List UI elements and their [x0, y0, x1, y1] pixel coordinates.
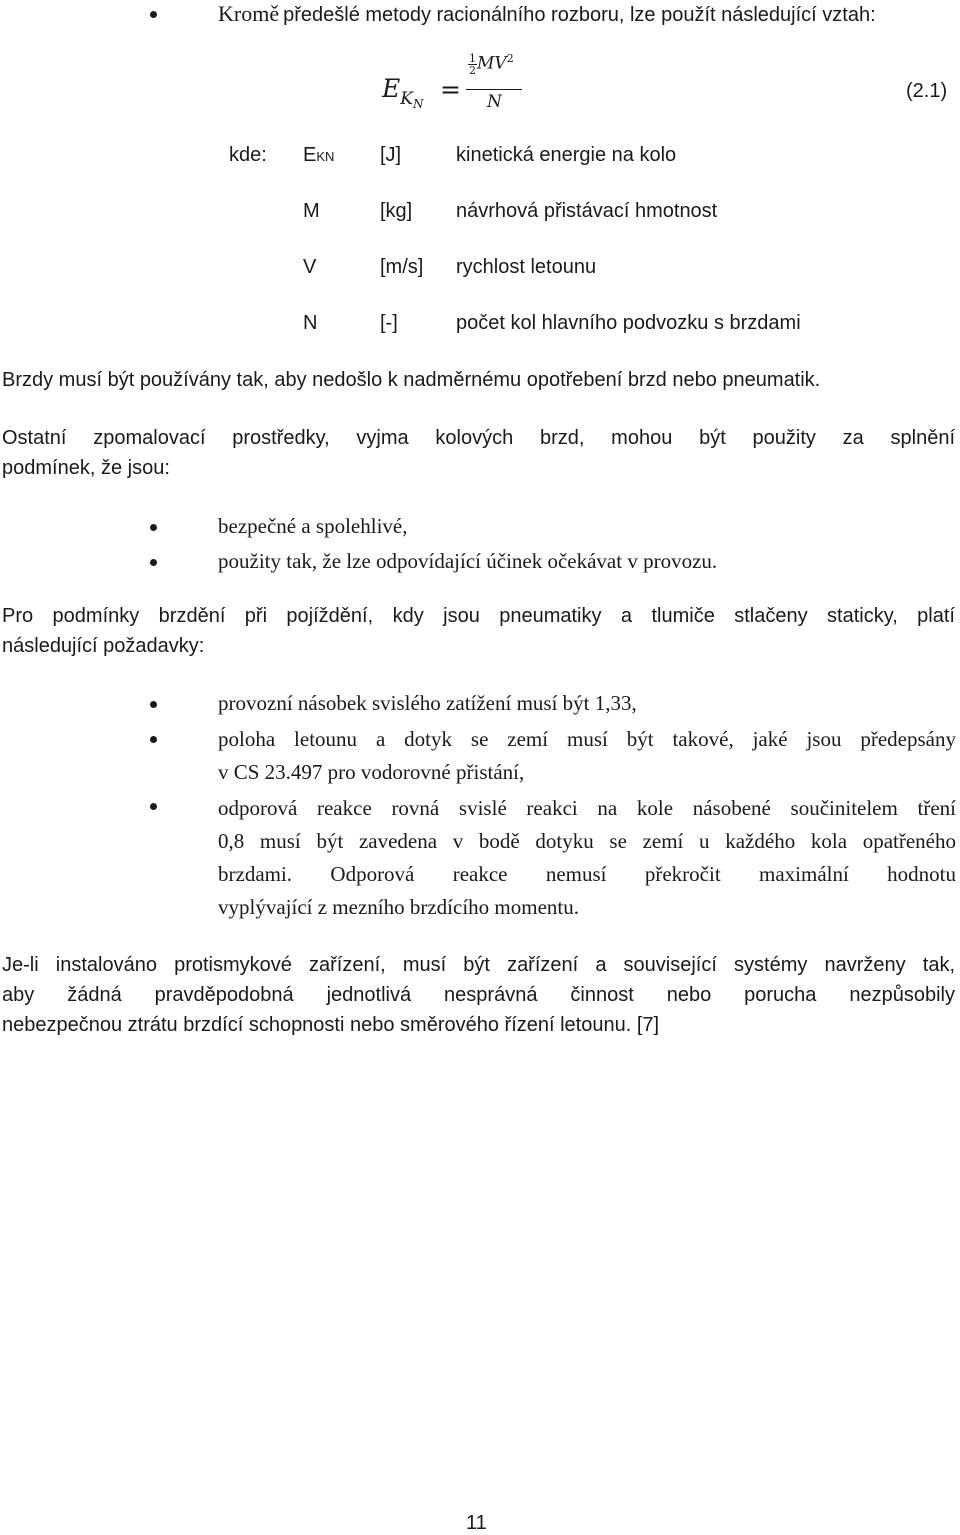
bullet-icon [150, 701, 157, 708]
legend-symbol: V [303, 256, 317, 278]
legend-description: návrhová přistávací hmotnost [456, 200, 718, 222]
equation-fraction-denominator: N [487, 92, 502, 112]
legend-kde-label: kde: [229, 144, 267, 166]
legend-description: kinetická energie na kolo [456, 144, 677, 166]
bullet-item: použity tak, že lze odpovídající účinek očekávat v provozu. [218, 549, 718, 573]
brakes-sentence: Brzdy musí být používány tak, aby nedošlo k nadměrnému opotřebení brzd nebo pneumatik. [2, 369, 821, 391]
bullet-icon [150, 559, 157, 566]
equation-lhs: $E_{KN}$ [382, 74, 424, 111]
paragraph-line: podmínek, že jsou: [2, 457, 170, 479]
intro-line [218, 0, 876, 31]
bullet-icon [150, 11, 157, 18]
bullet-icon [150, 803, 157, 810]
paragraph-line: následující požadavky: [2, 635, 205, 657]
equation-fraction-bar [466, 89, 522, 90]
legend-description: počet kol hlavního podvozku s brzdami [456, 312, 801, 334]
legend-unit: [kg] [380, 200, 413, 222]
legend-symbol: M [303, 200, 320, 222]
paragraph-line: aby žádná pravděpodobná jednotlivá nesprávná činnost nebo porucha nezpůsobily [2, 984, 955, 1006]
intro-text: předešlé metody racionálního rozboru, lze použít následující vztah: [283, 4, 876, 26]
paragraph-line: nebezpečnou ztrátu brzdící schopnosti nebo směrového řízení letounu. [7] [2, 1014, 660, 1036]
bullet-item: poloha letounu a dotyk se zemí musí být takové, jaké jsou předepsány v CS 23.497 pro vodorovné přistání, [218, 727, 956, 784]
paragraph-antiskid [2, 950, 955, 1040]
bullet-item: odporová reakce rovná svislé reakci na kole násobené součinitelem tření 0,8 musí být zavedena v bodě dotyku se zemí u každého kola opatřeného brzdami. Odporová reakce nemusí překročit maximální hodnotu vyplývající z mezního brzdícího momentu. [218, 796, 956, 919]
equation-number: (2.1) [906, 80, 948, 102]
paragraph-line: Pro podmínky brzdění při pojíždění, kdy jsou pneumatiky a tlumiče stlačeny staticky, platí [2, 605, 955, 627]
paragraph-conditions [2, 601, 955, 661]
paragraph-line: Je-li instalováno protismykové zařízení, musí být zařízení a související systémy navrženy tak, [2, 954, 955, 976]
paragraph-other-means [2, 423, 955, 483]
bullet-icon [150, 524, 157, 531]
page-number: 11 [466, 1512, 487, 1534]
equation-fraction-numerator: $\frac{1}{2}MV^2$ [469, 51, 514, 77]
legend-unit: [-] [380, 312, 398, 334]
bullet-item: bezpečné a spolehlivé, [218, 514, 408, 538]
legend-description: rychlost letounu [456, 256, 597, 278]
legend-unit: [J] [380, 144, 402, 166]
bullet-icon [150, 736, 157, 743]
legend-symbol: N [303, 312, 318, 334]
legend-unit: [m/s] [380, 256, 424, 278]
equation-equals: = [440, 75, 461, 104]
intro-lead-word: Kromě [218, 1, 280, 26]
legend-symbol: EKN [303, 144, 335, 166]
paragraph-line: Ostatní zpomalovací prostředky, vyjma kolových brzd, mohou být použity za splnění [2, 427, 955, 449]
bullet-item: provozní násobek svislého zatížení musí být 1,33, [218, 691, 637, 715]
